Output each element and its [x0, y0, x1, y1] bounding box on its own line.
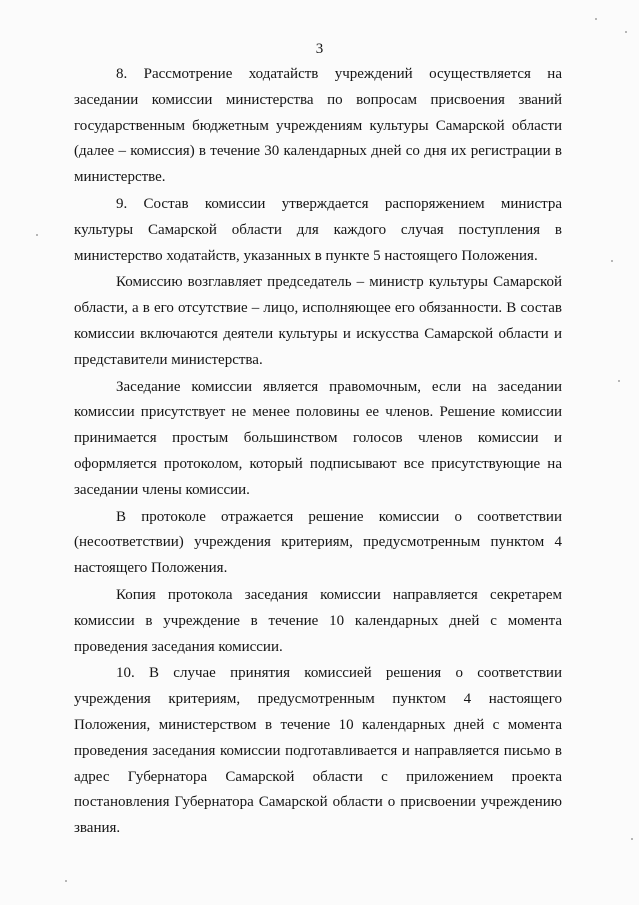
- scan-speck: [625, 31, 627, 33]
- paragraph-meeting-quorum: Заседание комиссии является правомочным, если на заседании комиссии присутствует не менее половины ее членов. Решение комиссии принимается простым большинством голосов членов комиссии и оформляется протоколом, который подписывают все присутствующие на заседании члены комиссии.: [74, 378, 562, 498]
- paragraph-8: 8. Рассмотрение ходатайств учреждений осуществляется на заседании комиссии министерства по вопросам присвоения званий государственным бюджетным учреждениям культуры Самарской области (далее – комиссия) в течение 30 календарных дней со дня их регистрации в министерстве.: [74, 66, 562, 186]
- scan-speck: [618, 380, 620, 382]
- scan-speck: [631, 838, 633, 840]
- paragraph-commission-chair: Комиссию возглавляет председатель – министр культуры Самарской области, а в его отсутствие – лицо, исполняющее его обязанности. В состав комиссии включаются деятели культуры и искусства Самарской области и представители министерства.: [74, 274, 562, 368]
- paragraph-protocol-copy: Копия протокола заседания комиссии направляется секретарем комиссии в учреждение в течение 10 календарных дней с момента проведения заседания комиссии.: [74, 586, 562, 655]
- paragraph-protocol-decision: В протоколе отражается решение комиссии о соответствии (несоответствии) учреждения критериям, предусмотренным пунктом 4 настоящего Положения.: [74, 508, 562, 577]
- scan-speck: [36, 234, 38, 236]
- paragraph-10: 10. В случае принятия комиссией решения о соответствии учреждения критериям, предусмотренным пунктом 4 настоящего Положения, министерством в течение 10 календарных дней с момента проведения заседания комиссии подготавливается и направляется письмо в адрес Губернатора Самарской области с приложением проекта постановления Губернатора Самарской области о присвоении учреждению звания.: [74, 665, 562, 837]
- scan-speck: [65, 880, 67, 882]
- scan-speck: [611, 260, 613, 262]
- document-body: [74, 62, 562, 843]
- scan-speck: [595, 18, 597, 20]
- page-number: 3: [315, 41, 324, 57]
- paragraph-9: 9. Состав комиссии утверждается распоряжением министра культуры Самарской области для каждого случая поступления в министерство ходатайств, указанных в пункте 5 настоящего Положения.: [74, 195, 562, 264]
